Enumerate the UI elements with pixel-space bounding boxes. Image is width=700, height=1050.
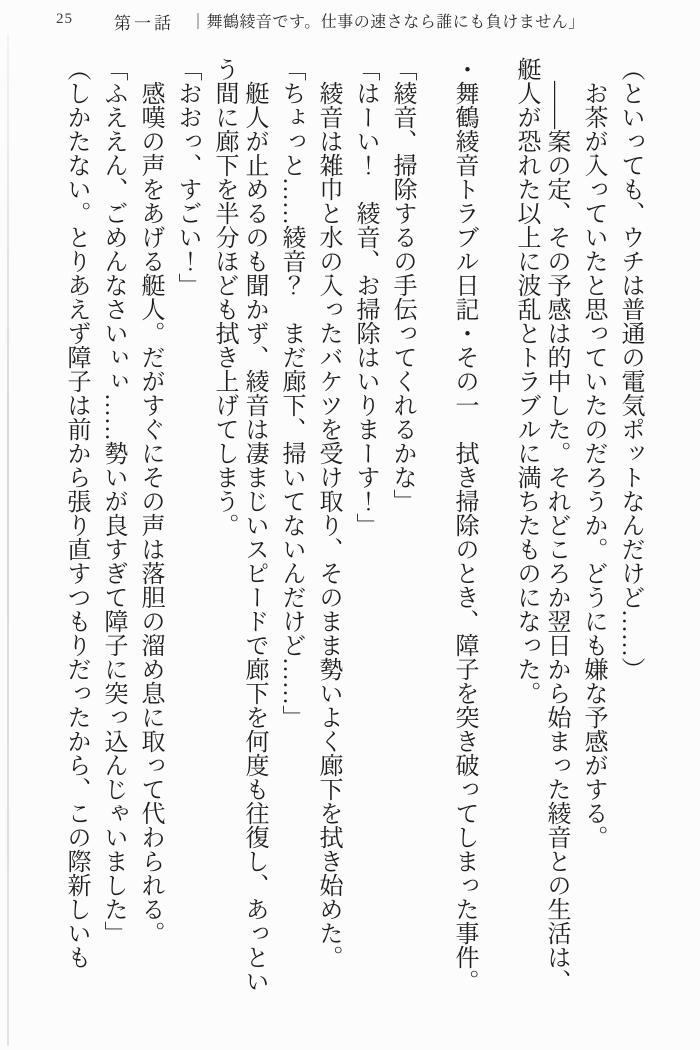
- page-gutter-line: [7, 34, 9, 1046]
- paragraph-narrative: 感嘆の声をあげる艇人。だがすぐにその声は落胆の溜め息に取って代わられる。: [137, 57, 163, 945]
- paragraph-parenthetical: （しかたない。とりあえず障子は前から張り直すつもりだったから、この際新しいも: [63, 57, 89, 969]
- section-headline: ・舞鶴綾音トラブル日記・その一 拭き掃除のとき、障子を突き破ってしまった事件。: [451, 57, 477, 993]
- chapter-label: 第一話: [114, 14, 174, 33]
- paragraph-parenthetical: （といっても、ウチは普通の電気ポットなんだけど……）: [617, 57, 643, 681]
- paragraph-dialogue: 「ちょっと……綾音？ まだ廊下、掃いてないんだけど……」: [278, 57, 304, 729]
- paragraph-narrative: 艇人が止めるのも聞かず、綾音は凄まじいスピードで廊下を何度も往復し、あっという間に廊下を半分ほども拭き上げてしまう。: [211, 57, 267, 993]
- chapter-title: ｜舞鶴綾音です。仕事の速さなら誰にも負けません」: [190, 14, 585, 31]
- paragraph-narrative: ――案の定、その予感は的中した。それどころか翌日から始まった綾音との生活は、艇人が恐れた以上に波乱とトラブルに満ちたものになった。: [513, 57, 569, 993]
- paragraph-narrative: お茶が入っていたと思っていたのだろうか。どうにも嫌な予感がする。: [580, 57, 606, 849]
- running-header: [0, 8, 700, 32]
- paragraph-dialogue: 「はーい！ 綾音、お掃除はいりまーす！」: [352, 57, 378, 537]
- paragraph-dialogue: 「おおっ、すごい！」: [174, 57, 200, 297]
- paragraph-narrative: 綾音は雑巾と水の入ったバケツを受け取り、そのまま勢いよく廊下を拭き始めた。: [315, 57, 341, 969]
- paragraph-dialogue: 「綾音、掃除するの手伝ってくれるかな」: [389, 57, 415, 513]
- page-number: 25: [56, 11, 73, 27]
- body-text: [54, 57, 645, 1002]
- paragraph-dialogue: 「ふええん、ごめんなさいぃぃ……勢いが良すぎて障子に突っ込んじゃいました」: [100, 57, 126, 945]
